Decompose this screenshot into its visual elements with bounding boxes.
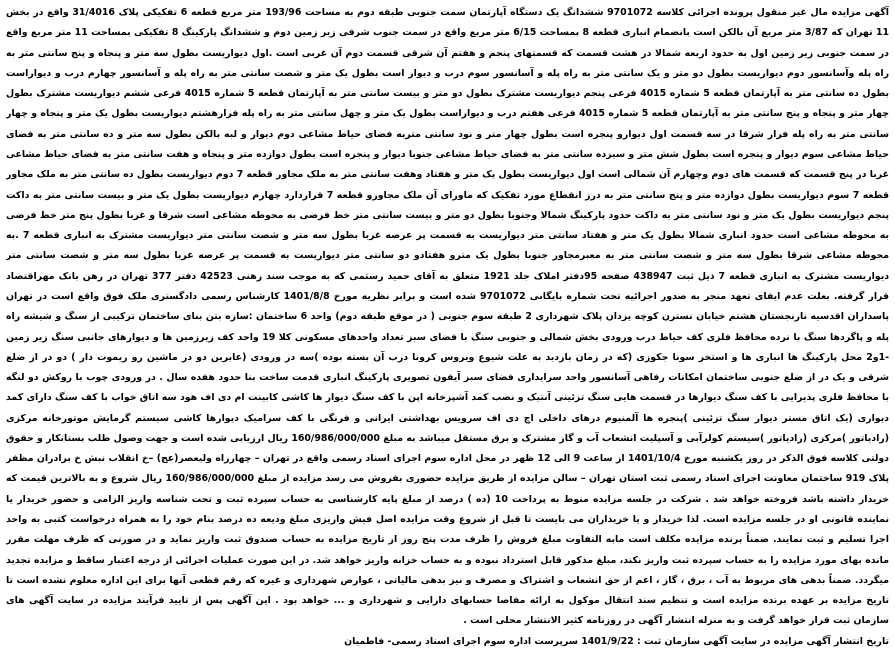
auction-notice: [6, 3, 889, 669]
notice-body: آگهی مزایده مال غیر منقول پرونده اجرائی کلاسه 9701072 ششدانگ یک دستگاه آپارتمان سمت جنوبی طبقه دوم به مساحت 193/96 متر مربع قطعه 6 تفکیکی پلاک 31/4016 واقع در بخش 11 تهران که 3/87 متر مربع آن بالکن است بانضمام انباری قطعه 8 بمساحت 6/15 متر مربع واقع در سمت جنوب شرقی زیر زمین دوم و ششدانگ پارکینگ 8 تفکیکی بمساحت 11 متر مربع واقع در سمت جنوبی زیر زمین اول به حدود اربعه شمالا در هشت قسمت که قسمتهای پنجم و هفتم آن شرقی قسمت دوم آن غربی است .اول دیواریست بطول سه متر و پنجاه و پنج سانتی متر به راه پله وآسانسور دوم دیواریست بطول دو متر و یک سانتی متر به راه پله و آسانسور سوم درب و دیوار است بطول یک متر و شصت سانتی متر به راه پله و آسانسور چهارم درب و دیواراست بطول ده سانتی متر به آپارتمان قطعه 5 شماره 4015 فرعی پنجم دیواریست مشترک بطول دو متر و بیست سانتی متر به آپارتمان قطعه 5 شماره 4015 فرعی ششم دیواریست مشترک بطول چهار متر و پنجاه و پنج سانتی متر به آپارتمان قطعه 5 شماره 4015 فرعی هفتم درب و دیواراست بطول یک متر و چهل سانتی متر به راه پله فرارهشتم دیواریست بطول یک متر و پنجاه و چهار سانتی متر به راه پله فرار شرقا در سه قسمت اول دیوارو پنجره است بطول چهار متر و نود سانتی متربه فضای حیاط مشاعی دوم دیوار و لبه بالکن بطول سه متر و ده سانتی متر به فضای حیاط مشاعی سوم دیوار و پنجره است بطول شش متر و سیزده سانتی متر به فضای حیاط مشاعی جنوبا دیوار و پنجره است بطول دوازده متر و پنجاه و هفت سانتی متر به فضای حیاط مشاعی غربا در پنج قسمت که قسمت های دوم وچهارم آن شمالی است اول دیواریست بطول یک متر و هفتاد وهفت سانتی متر به ملک مجاور قطعه 7 دوم دیواریست بطول ده سانتی متر به ملک مجاور قطعه 7 سوم دیواریست بطول دوازده متر و پنج سانتی متر به درز انقطاع مورد تفکیک که ماورای آن ملک مجاورو قطعه 7 قراردارد چهارم دیواریست بطول یک متر و بیست سانتی متر به داکت پنجم دیواریست بطول یک متر و نود سانتی متر به داکت حدود پارکینگ شمالا وجنوبا بطول دو متر و بیست سانتی متر خط فرضی به محوطه مشاعی است شرقا و غربا بطول پنج متر خط فرضی به محوطه مشاعی است حدود انباری شمالا بطول یک متر و هفتاد سانتی متر دیواریست به قسمت پر عرصه غربا بطول سه متر و شصت سانتی متر دیواریست مشترک به انباری قطعه 7 .به محوطه مشاعی شرقا بطول سه متر و شصت سانتی متر به معبرمجاور جنوبا بطول یک مترو هفتادو دو سانتی متر دیواریست به قسمت پر عرصه غربا بطول سه متر و شصت سانتی متر دیواریست مشترک به انباری قطعه 7 ذیل ثبت 438947 صفحه 95دفتر املاک جلد 1921 متعلق به آقای حمید رستمی که به موجب سند رهنی 42523 دفتر 377 تهران در رهن بانک مهراقتصاد قرار گرفته. بعلت عدم ایفای تعهد منجر به صدور اجرائیه تحت شماره بایگانی 9701072 شده است و برابر نظریه مورخ 1401/8/8 کارشناس رسمی دادگستری ملک فوق واقع است در تهران پاسداران اقدسیه نارنجستان هشتم خیابان نسترن کوچه یزدان پلاک شهرداری 2 طبقه سوم جنوبی ( در موقع طبقه دوم) واحد 6 ساختمان :سازه بتن بنای ساختمان ترکیبی از سنگ و شیشه راه پله و پاگردها سنگ با نرده محافظ فلزی کف حیاط درب ورودی بخش شمالی و جنوبی سنگ با فضای سبز تعداد واحدهای مسکونی کلا 19 واحد کف زیرزمین ها و دیوارهای جانبی سنگ زیر زمین -1و2 محل پارکینگ ها انباری ها و استخر سونا جکوزی (که در زمان بازدید به علت شیوع ویروس کرونا درب آن بسته بوده )سه در ورودی (عابرین دو در ماشین رو ریموت دار ) دو در از ضلع شرقی و یک در از ضلع جنوبی ساختمان امکانات رفاهی آسانسور واحد سرایداری فضای سبز آیفون تصویری پارکینگ انباری قدمت ساخت بنا حدود هفده سال . در ورودی چوب با روکش دو لنگه با محافظ فلزی پذیرایی با کف سنگ دیوارها در قسمت هایی سنگ تزئینی آنتیک و نصب کمد آشپزخانه اپن با کف سنگ دیوار ها کاشی کابینت ام دی اف هود سه اتاق خواب با کف سنگ دارای کمد دیواری (یک اتاق مستر دیوار سنگ تزئینی )پنجره ها آلمنیوم درهای داخلی اچ دی اف سرویس بهداشتی ایرانی و فرنگی با کف سرامیک دیوارها کاشی سیستم گرمایش موتورخانه مرکزی (رادیاتور )مرکزی (رادیاتور )سیستم کولرآبی و آسپلیت انشعاب آب و گاز مشترک و برق مستقل میباشد به مبلغ 160/986/000/000 ریال ارزیابی شده است و جهت وصول طلب بستانکار و حقوق دولتی کلاسه فوق الذکر در روز یکشنبه مورخ 1401/10/4 از ساعت 9 الی 12 ظهر در محل اداره سوم اجرای اسناد رسمی واقع در تهران – چهارراه ولیعصر(عج) –خ انقلاب نبش خ برادران مظفر پلاک 919 ساختمان معاونت اجرای اسناد رسمی ثبت استان تهران – سالن مزایده از طریق مزایده حضوری بفروش می رسد مزایده از مبلغ 160/986/000/000 ریال شروع و به بالاترین قیمت که خریدار داشته باشد فروخته خواهد شد . شرکت در جلسه مزایده منوط به پرداخت 10 (ده ) درصد از مبلغ پایه کارشناسی به حساب سپرده ثبت و تحت شناسه واریز الزامی و حضور خریدار یا نماینده قانونی او در جلسه مزایده است. لذا خریدار و یا خریداران می بایست تا قبل از شروع وقت مزایده اصل فیش واریزی مبلغ ودیعه ده درصد بنام خود را به همراه درخواست کتبی به واحد اجرا تسلیم و ثبت نمایند. ضمناً برنده مزایده مکلف است مابه التفاوت مبلغ فروش را ظرف مدت پنج روز از تاریخ مزایده به حساب صندوق ثبت واریز نماید و در صورتی که ظرف مهلت مقرر مانده بهای مورد مزایده را به حساب سپرده ثبت واریز نکند، مبلغ مذکور قابل استرداد نبوده و به حساب خزانه واریز خواهد شد. در این صورت عملیات اجرائی از درجه اعتبار ساقط و مزایده تجدید میگردد. ضمناً بدهی های مربوط به آب ، برق ، گاز ، اعم از حق انشعاب و اشتراک و مصرف و نیز بدهی مالیاتی ، عوارض شهرداری و غیره که رقم قطعی آنها برای این اداره معلوم نشده است تا تاریخ مزایده بر عهده برنده مزایده است و تنظیم سند انتقال موکول به ارائه مفاصا حسابهای دارایی و شهرداری و ... خواهد بود . این آگهی پس از تایید فرآیند مزایده در سایت آگهی های سازمان ثبت قرار خواهد گرفت و به منزله انتشار آگهی در روزنامه کثیر الانتشار محلی است .: [6, 7, 889, 627]
notice-footer: تاریخ انتشار آگهی مزایده در سایت آگهی سازمان ثبت : 1401/9/22 سرپرست اداره سوم اجرای اسناد رسمی- فاطمیان: [344, 635, 889, 647]
